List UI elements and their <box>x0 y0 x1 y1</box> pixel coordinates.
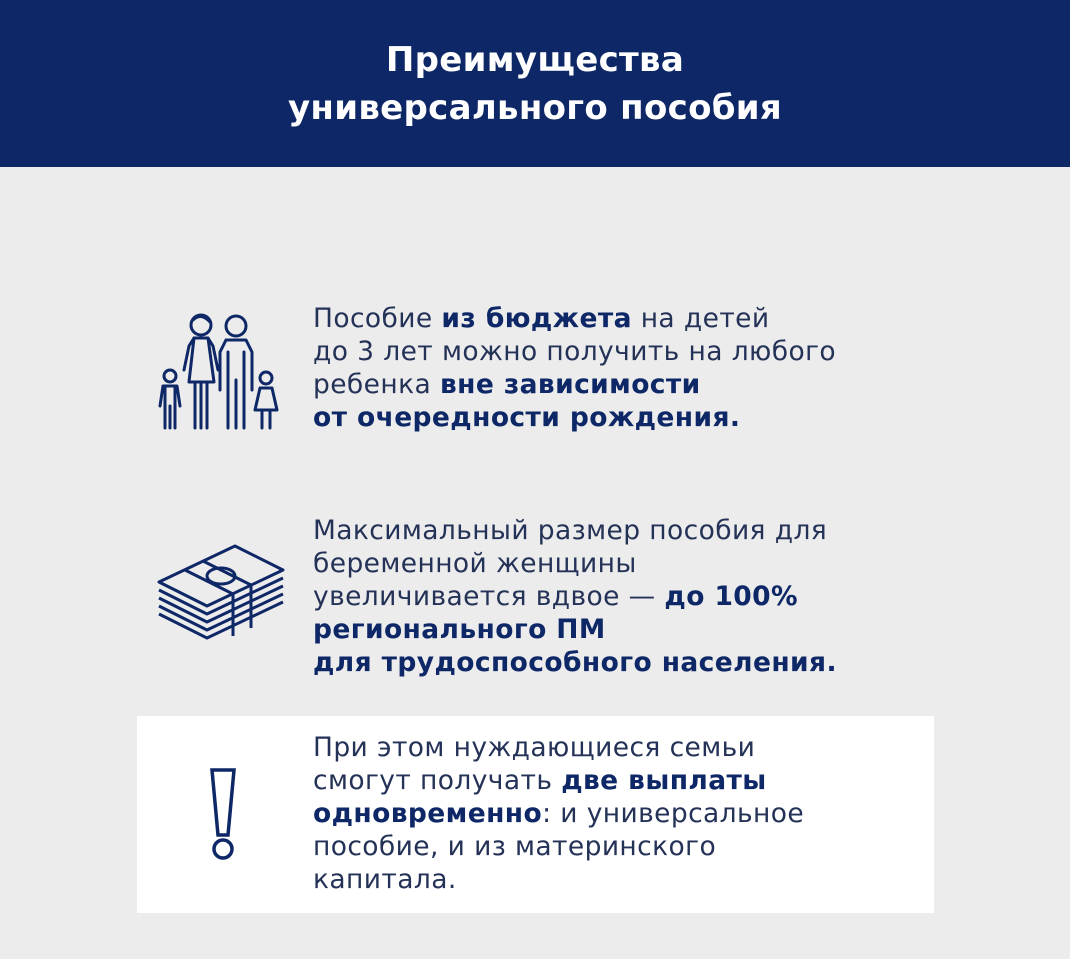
bold-text: для трудоспособного населения. <box>313 647 837 678</box>
bold-text: одновременно <box>313 798 543 829</box>
text-segment: При этом нуждающиеся семьи <box>313 732 756 763</box>
text-line <box>313 613 837 646</box>
bold-text: регионального ПМ <box>313 614 606 645</box>
bold-text: до 100% <box>664 581 798 612</box>
text-segment: на детей <box>631 303 770 334</box>
bold-text: две выплаты <box>561 765 767 796</box>
text-line <box>313 863 804 896</box>
item-money-text <box>313 514 837 679</box>
text-line <box>313 580 837 613</box>
item-family-text <box>313 302 836 434</box>
text-line <box>313 797 804 830</box>
text-line <box>313 764 804 797</box>
family-icon <box>156 310 282 438</box>
text-line <box>313 547 837 580</box>
text-line <box>313 830 804 863</box>
page-title-line-1: Преимущества <box>385 39 685 80</box>
exclamation-icon <box>207 767 239 867</box>
text-line <box>313 514 837 547</box>
text-segment: пособие, и из материнского <box>313 831 717 862</box>
text-segment: : и универсальное <box>542 798 805 829</box>
text-segment: увеличивается вдвое — <box>313 581 665 612</box>
item-note-text <box>313 731 804 896</box>
text-line <box>313 646 837 679</box>
text-segment: беременной женщины <box>313 548 637 579</box>
text-segment: до 3 лет можно получить на любого <box>313 336 837 367</box>
text-line <box>313 401 836 434</box>
text-segment: смогут получать <box>313 765 562 796</box>
text-segment: ребенка <box>313 369 440 400</box>
bold-text: из бюджета <box>441 303 632 334</box>
text-segment: капитала. <box>313 864 457 895</box>
page-title-line-2: универсального пособия <box>287 87 783 128</box>
text-segment: Пособие <box>313 303 442 334</box>
text-line <box>313 731 804 764</box>
bold-text: вне зависимости <box>439 369 701 400</box>
text-line <box>313 368 836 401</box>
text-line <box>313 335 836 368</box>
text-segment: Максимальный размер пособия для <box>313 515 828 546</box>
bold-text: от очередности рождения. <box>313 402 741 433</box>
text-line <box>313 302 836 335</box>
money-stack-icon <box>155 538 287 652</box>
header-banner <box>0 0 1070 167</box>
